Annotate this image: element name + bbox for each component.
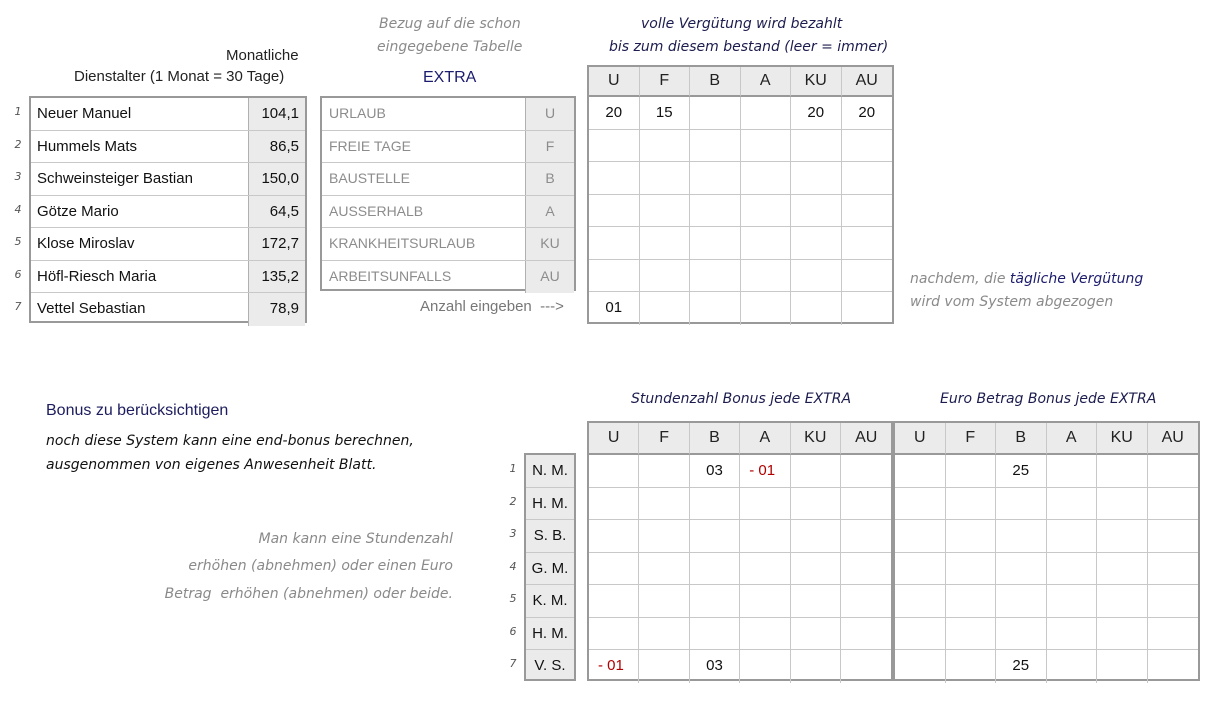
employee-name[interactable]: Schweinsteiger Bastian xyxy=(31,163,249,195)
row-number: 3 xyxy=(14,170,22,183)
employee-row xyxy=(31,293,305,326)
grid-cell[interactable] xyxy=(640,130,691,163)
grid-cell[interactable] xyxy=(640,292,691,325)
grid-cell[interactable] xyxy=(791,520,841,553)
grid-cell[interactable] xyxy=(791,292,842,325)
grid-cell[interactable] xyxy=(791,553,841,586)
column-header-f: F xyxy=(639,423,689,455)
grid-cell[interactable] xyxy=(1047,520,1098,553)
bonus-hint-line3: Betrag erhöhen (abnehmen) oder beide. xyxy=(164,586,453,602)
grid-cell[interactable] xyxy=(639,488,689,521)
column-header-ku: KU xyxy=(1097,423,1148,455)
row-number: 1 xyxy=(509,462,517,475)
grid-cell[interactable] xyxy=(690,488,740,521)
employee-row xyxy=(31,131,305,164)
grid-cell[interactable] xyxy=(1097,520,1148,553)
grid-cell[interactable] xyxy=(842,260,893,293)
header-monatliche: Monatliche xyxy=(226,47,299,64)
grid-cell[interactable] xyxy=(996,520,1047,553)
bonus-title: Bonus zu berücksichtigen xyxy=(46,402,229,419)
grid-cell[interactable] xyxy=(639,455,689,488)
bonus-hint-line2: erhöhen (abnehmen) oder einen Euro xyxy=(188,558,453,574)
grid-cell[interactable] xyxy=(791,488,841,521)
bonus-desc-line1: noch diese System kann eine end-bonus berechnen, xyxy=(46,433,414,449)
side-note-line1 xyxy=(910,271,1143,287)
bonus-desc-line2: ausgenommen von eigenes Anwesenheit Blatt. xyxy=(46,457,377,473)
column-header-b: B xyxy=(996,423,1047,455)
grid-cell[interactable] xyxy=(639,650,689,683)
grid-cell[interactable] xyxy=(946,618,997,651)
grid-cell[interactable] xyxy=(639,585,689,618)
side-note-line1-a: nachdem, die xyxy=(910,271,1010,287)
employee-seniority-value[interactable]: 86,5 xyxy=(249,131,305,163)
verguetung-note-line2: bis zum diesem bestand (leer = immer) xyxy=(609,39,889,55)
extra-name: BAUSTELLE xyxy=(322,163,526,195)
grid-cell[interactable] xyxy=(640,260,691,293)
row-number: 6 xyxy=(14,267,22,281)
initials-column xyxy=(524,453,576,681)
grid-cell[interactable]: - 01 xyxy=(589,650,639,683)
grid-cell[interactable] xyxy=(841,650,891,683)
grid-cell[interactable] xyxy=(842,195,893,228)
grid-cell[interactable] xyxy=(589,455,639,488)
grid-cell[interactable]: 15 xyxy=(640,97,691,130)
grid-cell[interactable] xyxy=(996,488,1047,521)
employee-initials: K. M. xyxy=(526,585,574,618)
grid-cell[interactable] xyxy=(740,488,790,521)
column-header-u: U xyxy=(589,423,639,455)
employee-name[interactable]: Höfl-Riesch Maria xyxy=(31,261,249,293)
grid-cell[interactable] xyxy=(741,292,792,325)
grid-cell[interactable] xyxy=(741,130,792,163)
grid-cell[interactable] xyxy=(640,162,691,195)
column-header-ku: KU xyxy=(791,423,841,455)
employee-seniority-value[interactable]: 104,1 xyxy=(249,98,305,130)
row-number: 6 xyxy=(509,624,517,638)
column-header-b: B xyxy=(690,67,741,97)
grid-cell[interactable] xyxy=(1047,650,1098,683)
extra-row xyxy=(322,131,574,164)
extra-code: A xyxy=(526,196,574,228)
employee-initials: S. B. xyxy=(526,520,574,553)
grid-cell[interactable]: 25 xyxy=(996,455,1047,488)
euro-bonus-title: Euro Betrag Bonus jede EXTRA xyxy=(940,391,1157,407)
grid-cell[interactable]: 03 xyxy=(690,650,740,683)
employee-seniority-value[interactable]: 172,7 xyxy=(249,228,305,260)
grid-cell[interactable] xyxy=(946,455,997,488)
grid-cell[interactable] xyxy=(1148,553,1199,586)
grid-cell[interactable] xyxy=(1097,618,1148,651)
grid-cell[interactable] xyxy=(690,260,741,293)
grid-cell[interactable] xyxy=(791,455,841,488)
column-header-f: F xyxy=(640,67,691,97)
grid-cell[interactable] xyxy=(589,585,639,618)
grid-cell[interactable] xyxy=(740,553,790,586)
extra-code: AU xyxy=(526,261,574,294)
grid-cell[interactable]: 01 xyxy=(589,292,640,325)
bezug-note-line1: Bezug auf die schon xyxy=(379,16,521,32)
side-note-line1-b: tägliche Vergütung xyxy=(1009,271,1144,287)
row-number: 4 xyxy=(14,202,22,216)
grid-cell[interactable] xyxy=(996,585,1047,618)
extra-row xyxy=(322,163,574,196)
extra-row xyxy=(322,228,574,261)
grid-cell[interactable] xyxy=(946,650,997,683)
extra-name: FREIE TAGE xyxy=(322,131,526,163)
grid-cell[interactable] xyxy=(690,553,740,586)
grid-cell[interactable] xyxy=(895,553,946,586)
employee-initials: N. M. xyxy=(526,455,574,488)
grid-cell[interactable] xyxy=(895,455,946,488)
bezug-note-line2: eingegebene Tabelle xyxy=(377,39,523,55)
grid-cell[interactable] xyxy=(1148,455,1199,488)
grid-cell[interactable] xyxy=(589,130,640,163)
grid-cell[interactable]: 20 xyxy=(842,97,893,130)
grid-cell[interactable] xyxy=(589,520,639,553)
grid-cell[interactable] xyxy=(690,618,740,651)
employee-initials: V. S. xyxy=(534,657,566,674)
grid-cell[interactable] xyxy=(589,162,640,195)
grid-cell[interactable] xyxy=(690,292,741,325)
grid-cell[interactable] xyxy=(740,520,790,553)
column-header-au: AU xyxy=(841,423,891,455)
extra-name: KRANKHEITSURLAUB xyxy=(322,228,526,260)
grid-cell[interactable] xyxy=(589,618,639,651)
grid-cell[interactable] xyxy=(741,227,792,260)
grid-cell[interactable] xyxy=(690,585,740,618)
employee-seniority-value[interactable]: 150,0 xyxy=(249,163,305,195)
column-header-a: A xyxy=(740,423,790,455)
employee-name[interactable]: Klose Miroslav xyxy=(31,228,249,260)
grid-cell[interactable] xyxy=(639,553,689,586)
grid-cell[interactable] xyxy=(791,130,842,163)
grid-cell[interactable] xyxy=(1097,585,1148,618)
grid-cell[interactable] xyxy=(842,292,893,325)
grid-cell[interactable] xyxy=(1148,585,1199,618)
grid-cell[interactable] xyxy=(690,195,741,228)
grid-cell[interactable] xyxy=(1148,488,1199,521)
employee-row xyxy=(31,228,305,261)
anzahl-label: Anzahl eingeben ---> xyxy=(420,298,564,315)
employee-name[interactable]: Vettel Sebastian xyxy=(31,293,249,326)
grid-cell[interactable] xyxy=(1097,553,1148,586)
grid-cell[interactable] xyxy=(690,227,741,260)
grid-cell[interactable] xyxy=(946,520,997,553)
grid-cell[interactable] xyxy=(1097,650,1148,683)
extra-name: URLAUB xyxy=(322,98,526,130)
employee-row xyxy=(31,261,305,294)
hours-bonus-grid xyxy=(587,421,893,681)
grid-cell[interactable] xyxy=(946,553,997,586)
extra-code: KU xyxy=(526,228,574,260)
grid-cell[interactable] xyxy=(841,455,891,488)
grid-cell[interactable] xyxy=(842,227,893,260)
column-header-b: B xyxy=(690,423,740,455)
employee-initials: H. M. xyxy=(526,618,574,651)
grid-cell[interactable] xyxy=(791,162,842,195)
grid-cell[interactable]: 20 xyxy=(589,97,640,130)
grid-cell[interactable] xyxy=(1047,585,1098,618)
grid-cell[interactable] xyxy=(1148,520,1199,553)
grid-cell[interactable] xyxy=(791,618,841,651)
grid-cell[interactable] xyxy=(895,520,946,553)
grid-cell[interactable] xyxy=(589,553,639,586)
employee-row xyxy=(31,196,305,229)
grid-cell[interactable] xyxy=(690,520,740,553)
extra-row xyxy=(322,261,574,294)
grid-cell[interactable] xyxy=(842,130,893,163)
column-header-au: AU xyxy=(1148,423,1199,455)
extra-row xyxy=(322,98,574,131)
grid-cell[interactable] xyxy=(791,227,842,260)
grid-cell[interactable] xyxy=(996,618,1047,651)
grid-cell[interactable] xyxy=(690,97,741,130)
grid-cell[interactable] xyxy=(690,162,741,195)
grid-cell[interactable] xyxy=(1047,553,1098,586)
grid-cell[interactable] xyxy=(741,195,792,228)
grid-cell[interactable] xyxy=(639,618,689,651)
grid-cell[interactable] xyxy=(1148,618,1199,651)
extra-name: AUSSERHALB xyxy=(322,196,526,228)
grid-cell[interactable] xyxy=(589,488,639,521)
grid-cell[interactable] xyxy=(1047,618,1098,651)
extra-code: B xyxy=(526,163,574,195)
grid-cell[interactable] xyxy=(842,162,893,195)
grid-cell[interactable] xyxy=(640,195,691,228)
grid-cell[interactable] xyxy=(589,260,640,293)
extra-row xyxy=(322,196,574,229)
grid-cell[interactable] xyxy=(996,553,1047,586)
grid-cell[interactable] xyxy=(640,227,691,260)
column-header-f: F xyxy=(946,423,997,455)
row-number: 4 xyxy=(509,559,517,573)
grid-cell[interactable] xyxy=(895,488,946,521)
grid-cell[interactable]: 25 xyxy=(996,650,1047,683)
full-pay-grid xyxy=(587,65,894,324)
grid-cell[interactable] xyxy=(791,195,842,228)
grid-cell[interactable] xyxy=(946,585,997,618)
column-header-u: U xyxy=(895,423,946,455)
row-number: 7 xyxy=(14,300,22,313)
grid-cell[interactable] xyxy=(741,260,792,293)
grid-cell[interactable] xyxy=(841,520,891,553)
grid-cell[interactable] xyxy=(946,488,997,521)
employee-initials: G. M. xyxy=(526,553,574,586)
extra-table xyxy=(320,96,576,291)
grid-cell[interactable] xyxy=(1148,650,1199,683)
row-number: 1 xyxy=(14,105,22,118)
employee-row xyxy=(31,98,305,131)
grid-cell[interactable] xyxy=(1097,455,1148,488)
grid-cell[interactable] xyxy=(690,130,741,163)
grid-cell[interactable] xyxy=(589,227,640,260)
employee-table xyxy=(29,96,307,323)
verguetung-note-line1: volle Vergütung wird bezahlt xyxy=(641,16,843,32)
grid-cell[interactable] xyxy=(589,195,640,228)
grid-cell[interactable] xyxy=(841,618,891,651)
row-number: 5 xyxy=(509,592,517,605)
hours-bonus-title: Stundenzahl Bonus jede EXTRA xyxy=(631,391,852,407)
employee-name[interactable]: Hummels Mats xyxy=(31,131,249,163)
column-header-au: AU xyxy=(842,67,893,97)
grid-cell[interactable]: - 01 xyxy=(740,455,790,488)
bonus-hint-line1: Man kann eine Stundenzahl xyxy=(258,531,453,547)
employee-row xyxy=(31,163,305,196)
employee-seniority-value[interactable]: 78,9 xyxy=(249,293,305,326)
column-header-ku: KU xyxy=(791,67,842,97)
row-number: 3 xyxy=(509,527,517,540)
grid-cell[interactable] xyxy=(895,585,946,618)
grid-cell[interactable] xyxy=(740,585,790,618)
row-number: 2 xyxy=(14,137,22,151)
grid-cell[interactable] xyxy=(895,618,946,651)
side-note-line2: wird vom System abgezogen xyxy=(910,294,1114,310)
employee-initials: H. M. xyxy=(526,488,574,521)
header-dienstalter: Dienstalter (1 Monat = 30 Tage) xyxy=(74,68,285,85)
column-header-a: A xyxy=(1047,423,1098,455)
grid-cell[interactable] xyxy=(791,650,841,683)
grid-cell[interactable] xyxy=(791,585,841,618)
grid-cell[interactable] xyxy=(791,260,842,293)
employee-seniority-value[interactable]: 135,2 xyxy=(249,261,305,293)
grid-cell[interactable]: 20 xyxy=(791,97,842,130)
column-header-a: A xyxy=(741,67,792,97)
grid-cell[interactable] xyxy=(1097,488,1148,521)
employee-name[interactable]: Neuer Manuel xyxy=(31,98,249,130)
extra-title: EXTRA xyxy=(423,69,477,86)
grid-cell[interactable] xyxy=(1047,455,1098,488)
grid-cell[interactable] xyxy=(841,553,891,586)
grid-cell[interactable] xyxy=(895,650,946,683)
extra-name: ARBEITSUNFALLS xyxy=(322,261,526,294)
grid-cell[interactable] xyxy=(740,650,790,683)
row-number: 2 xyxy=(509,494,517,508)
employee-name[interactable]: Götze Mario xyxy=(31,196,249,228)
row-number: 7 xyxy=(509,657,517,670)
grid-cell[interactable] xyxy=(1047,488,1098,521)
extra-code: U xyxy=(526,98,574,130)
employee-seniority-value[interactable]: 64,5 xyxy=(249,196,305,228)
grid-cell[interactable] xyxy=(741,162,792,195)
grid-cell[interactable] xyxy=(841,585,891,618)
grid-cell[interactable] xyxy=(841,488,891,521)
grid-cell[interactable]: 03 xyxy=(690,455,740,488)
grid-cell[interactable] xyxy=(741,97,792,130)
grid-cell[interactable] xyxy=(740,618,790,651)
row-number: 5 xyxy=(14,235,22,248)
grid-cell[interactable] xyxy=(639,520,689,553)
euro-bonus-grid xyxy=(893,421,1200,681)
column-header-u: U xyxy=(589,67,640,97)
extra-code: F xyxy=(526,131,574,163)
